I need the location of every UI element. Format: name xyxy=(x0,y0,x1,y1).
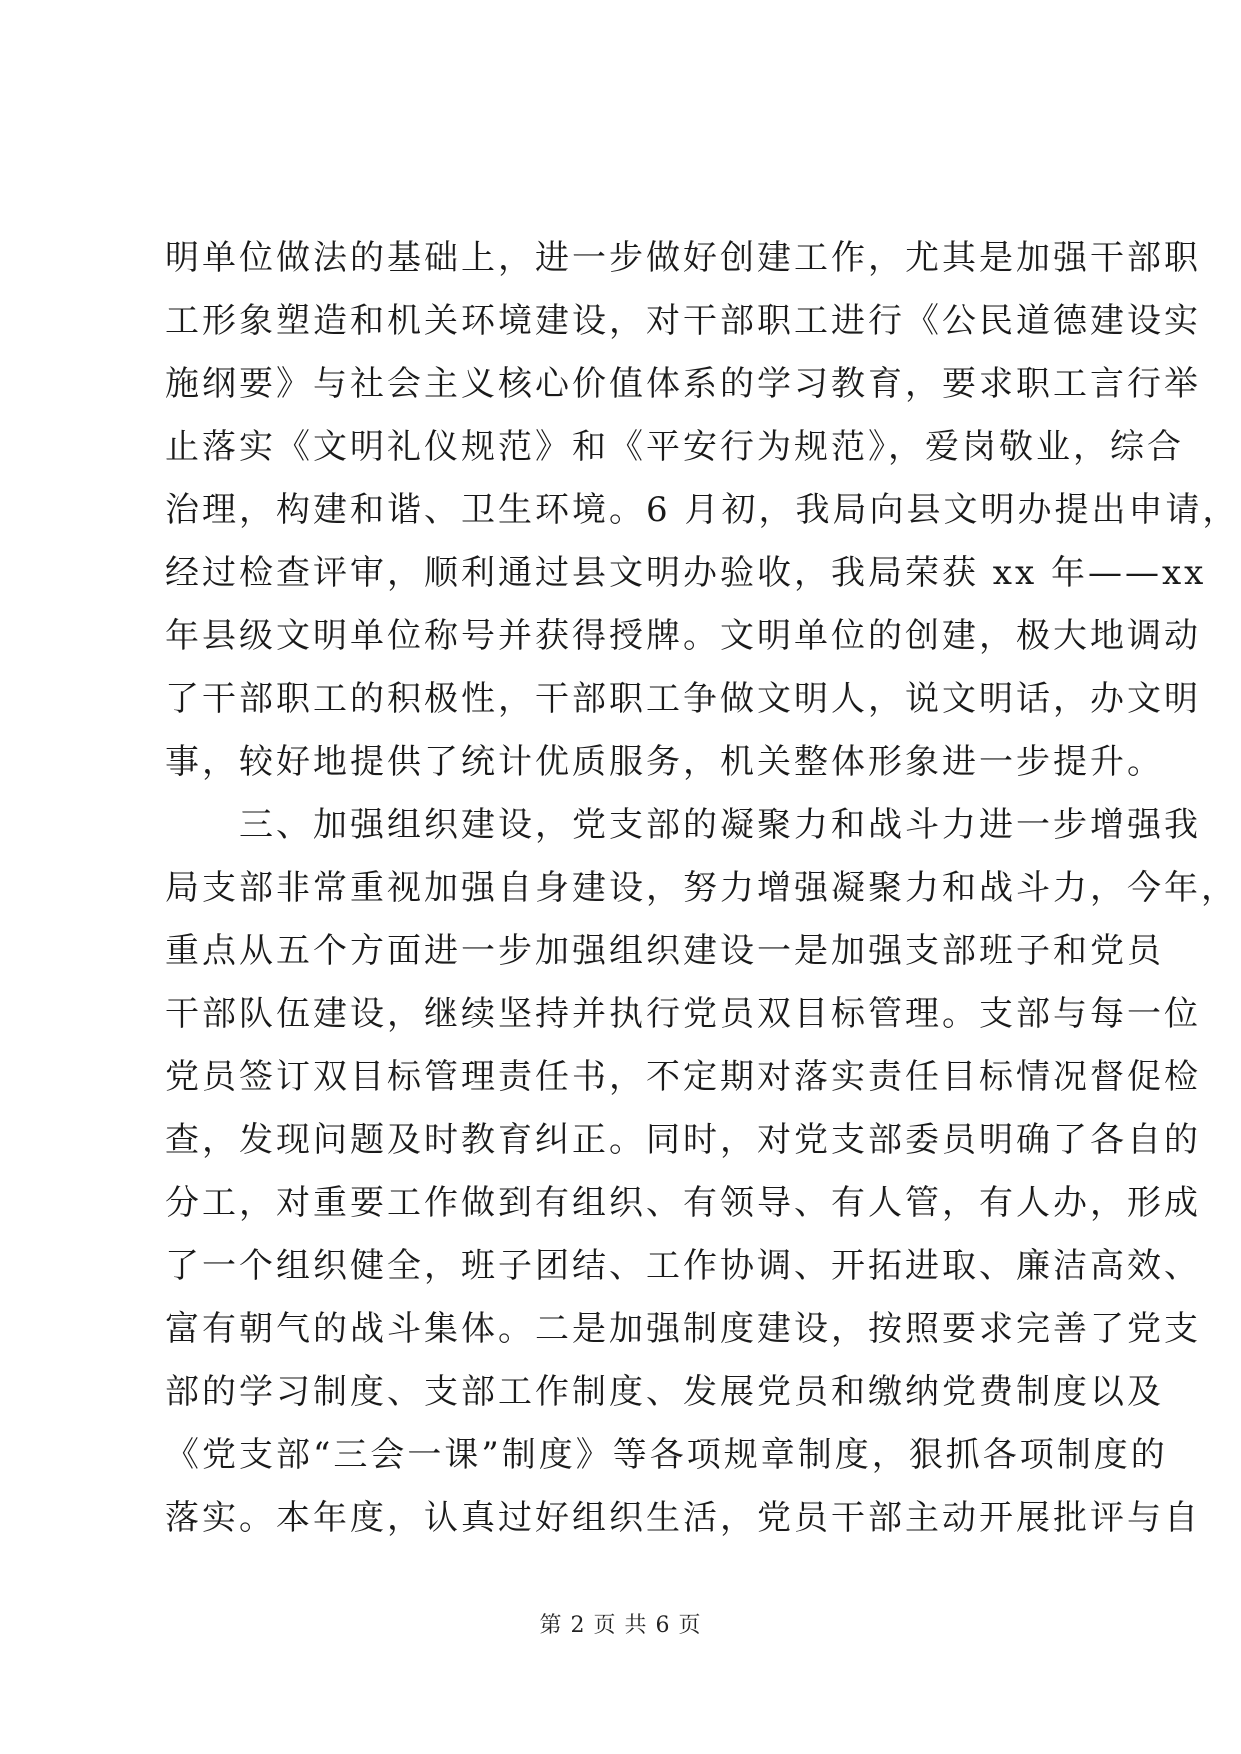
text-line: 富有朝气的战斗集体。二是加强制度建设，按照要求完善了党支 xyxy=(165,1309,1201,1349)
text-line: 干部队伍建设，继续坚持并执行党员双目标管理。支部与每一位 xyxy=(165,994,1201,1034)
text-line: 治理，构建和谐、卫生环境。6 月初，我局向县文明办提出申请， xyxy=(165,490,1240,530)
text-line: 重点从五个方面进一步加强组织建设一是加强支部班子和党员 xyxy=(165,931,1164,971)
text-line: 局支部非常重视加强自身建设，努力增强凝聚力和战斗力，今年， xyxy=(165,868,1238,908)
text-line: 工形象塑造和机关环境建设，对干部职工进行《公民道德建设实 xyxy=(165,301,1201,341)
text-line: 经过检查评审，顺利通过县文明办验收，我局荣获 xx 年——xx xyxy=(165,553,1207,593)
section-heading-line: 三、加强组织建设，党支部的凝聚力和战斗力进一步增强我 xyxy=(165,805,1201,845)
text-line: 施纲要》与社会主义核心价值体系的学习教育，要求职工言行举 xyxy=(165,364,1201,404)
text-line: 查，发现问题及时教育纠正。同时，对党支部委员明确了各自的 xyxy=(165,1120,1201,1160)
text-line: 落实。本年度，认真过好组织生活，党员干部主动开展批评与自 xyxy=(165,1498,1201,1538)
text-line: 部的学习制度、支部工作制度、发展党员和缴纳党费制度以及 xyxy=(165,1372,1164,1412)
text-line: 分工，对重要工作做到有组织、有领导、有人管，有人办，形成 xyxy=(165,1183,1201,1223)
text-line: 了干部职工的积极性，干部职工争做文明人，说文明话，办文明 xyxy=(165,679,1201,719)
text-line: 年县级文明单位称号并获得授牌。文明单位的创建，极大地调动 xyxy=(165,616,1201,656)
body-text xyxy=(165,227,1240,1550)
text-line: 党员签订双目标管理责任书，不定期对落实责任目标情况督促检 xyxy=(165,1057,1201,1097)
page-number-footer: 第 2 页 共 6 页 xyxy=(539,1613,702,1638)
text-line: 明单位做法的基础上，进一步做好创建工作，尤其是加强干部职 xyxy=(165,238,1201,278)
text-line: 事，较好地提供了统计优质服务，机关整体形象进一步提升。 xyxy=(165,742,1164,782)
text-line: 了一个组织健全，班子团结、工作协调、开拓进取、廉洁高效、 xyxy=(165,1246,1201,1286)
text-line: 《党支部“三会一课”制度》等各项规章制度，狠抓各项制度的 xyxy=(165,1435,1168,1475)
text-line: 止落实《文明礼仪规范》和《平安行为规范》，爱岗敬业，综合 xyxy=(165,427,1184,467)
